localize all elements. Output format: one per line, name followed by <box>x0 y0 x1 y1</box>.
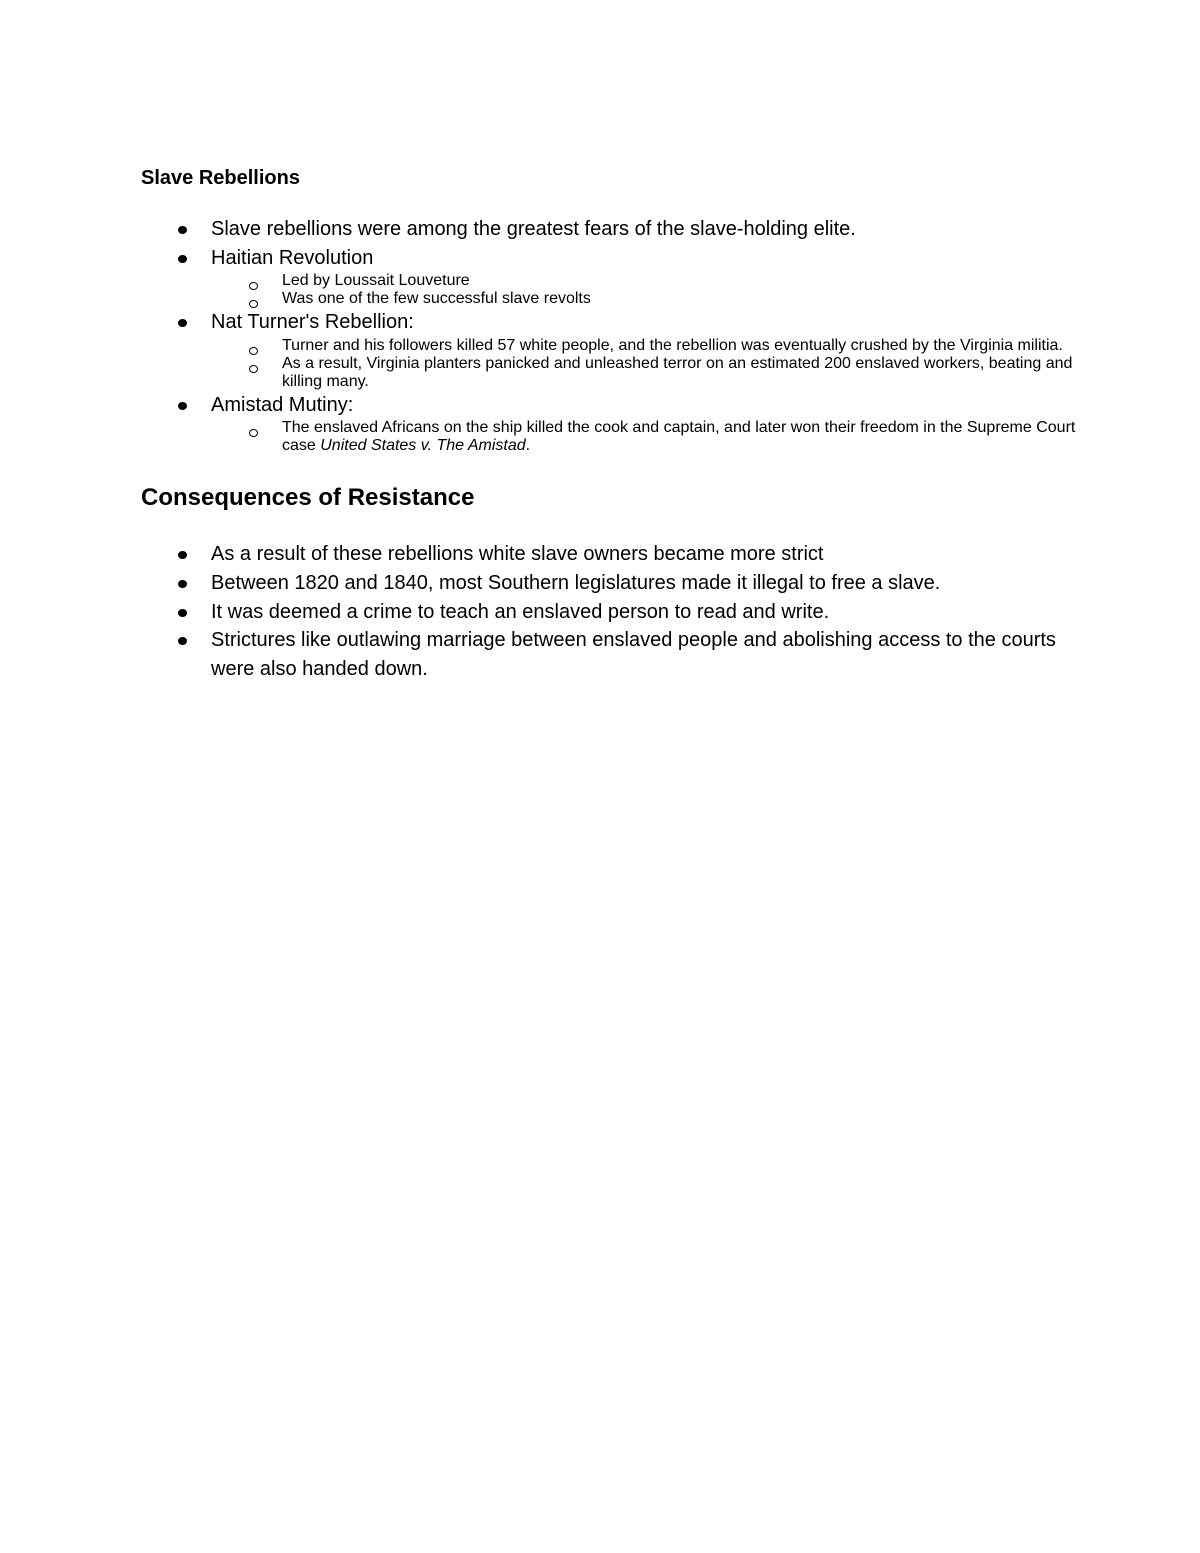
sub-list-item <box>211 355 1081 391</box>
list-item <box>141 244 1081 273</box>
rebellions-list <box>141 215 1081 272</box>
sub-list-item-text: Led by Loussait Louveture <box>282 272 470 290</box>
circle-bullet-icon <box>249 282 258 290</box>
text-after-case: . <box>525 437 531 455</box>
haitian-sublist <box>211 272 1081 308</box>
sub-list-item <box>211 337 1081 355</box>
bullet-icon <box>178 580 187 588</box>
list-item <box>141 598 1081 627</box>
list-item-text: Amistad Mutiny: <box>211 393 354 416</box>
heading-consequences: Consequences of Resistance <box>141 484 475 512</box>
list-item-text: Nat Turner's Rebellion: <box>211 311 414 334</box>
sub-list-item-text: Was one of the few successful slave revolts <box>282 290 591 308</box>
list-item-text: As a result of these rebellions white slave owners became more strict <box>211 543 824 566</box>
bullet-icon <box>178 319 187 327</box>
document-page <box>141 164 1081 683</box>
sub-list-item-text: Turner and his followers killed 57 white people, and the rebellion was eventually crushed by the Virginia militia. <box>282 336 1063 354</box>
rebellions-list-cont2 <box>141 391 1081 420</box>
sub-list-item-text <box>282 419 1075 454</box>
list-item-text: Strictures like outlawing marriage between enslaved people and abolishing access to the courts were also handed down. <box>211 629 1056 680</box>
bullet-icon <box>178 255 187 263</box>
amistad-sublist <box>211 419 1081 455</box>
circle-bullet-icon <box>249 365 258 373</box>
sub-list-item-text: As a result, Virginia planters panicked and unleashed terror on an estimated 200 enslaved workers, beating and killing many. <box>282 354 1073 390</box>
circle-bullet-icon <box>249 347 258 355</box>
bullet-icon <box>178 609 187 617</box>
list-item-text: Between 1820 and 1840, most Southern legislatures made it illegal to free a slave. <box>211 571 941 594</box>
bullet-icon <box>178 402 187 410</box>
circle-bullet-icon <box>249 429 258 437</box>
consequences-list <box>141 540 1081 683</box>
list-item-text: It was deemed a crime to teach an enslaved person to read and write. <box>211 600 830 623</box>
list-item <box>141 626 1081 683</box>
sub-list-item <box>211 290 1081 308</box>
circle-bullet-icon <box>249 300 258 308</box>
case-name: United States v. The Amistad <box>320 437 526 455</box>
sub-list-item <box>211 272 1081 290</box>
list-item <box>141 540 1081 569</box>
bullet-icon <box>178 226 187 234</box>
heading-slave-rebellions: Slave Rebellions <box>141 167 300 189</box>
list-item-text: Slave rebellions were among the greatest fears of the slave-holding elite. <box>211 218 856 240</box>
rebellions-list-cont <box>141 308 1081 337</box>
sub-list-item <box>211 419 1081 455</box>
nat-turner-sublist <box>211 337 1081 391</box>
list-item-text: Haitian Revolution <box>211 246 374 269</box>
list-item <box>141 391 1081 420</box>
text-before-case: The enslaved Africans on the ship killed the cook and captain, and later won their freedom in the Supreme Court case <box>282 419 1076 455</box>
list-item <box>141 569 1081 598</box>
bullet-icon <box>178 551 187 559</box>
list-item <box>141 215 1081 244</box>
list-item <box>141 308 1081 337</box>
bullet-icon <box>178 637 187 645</box>
